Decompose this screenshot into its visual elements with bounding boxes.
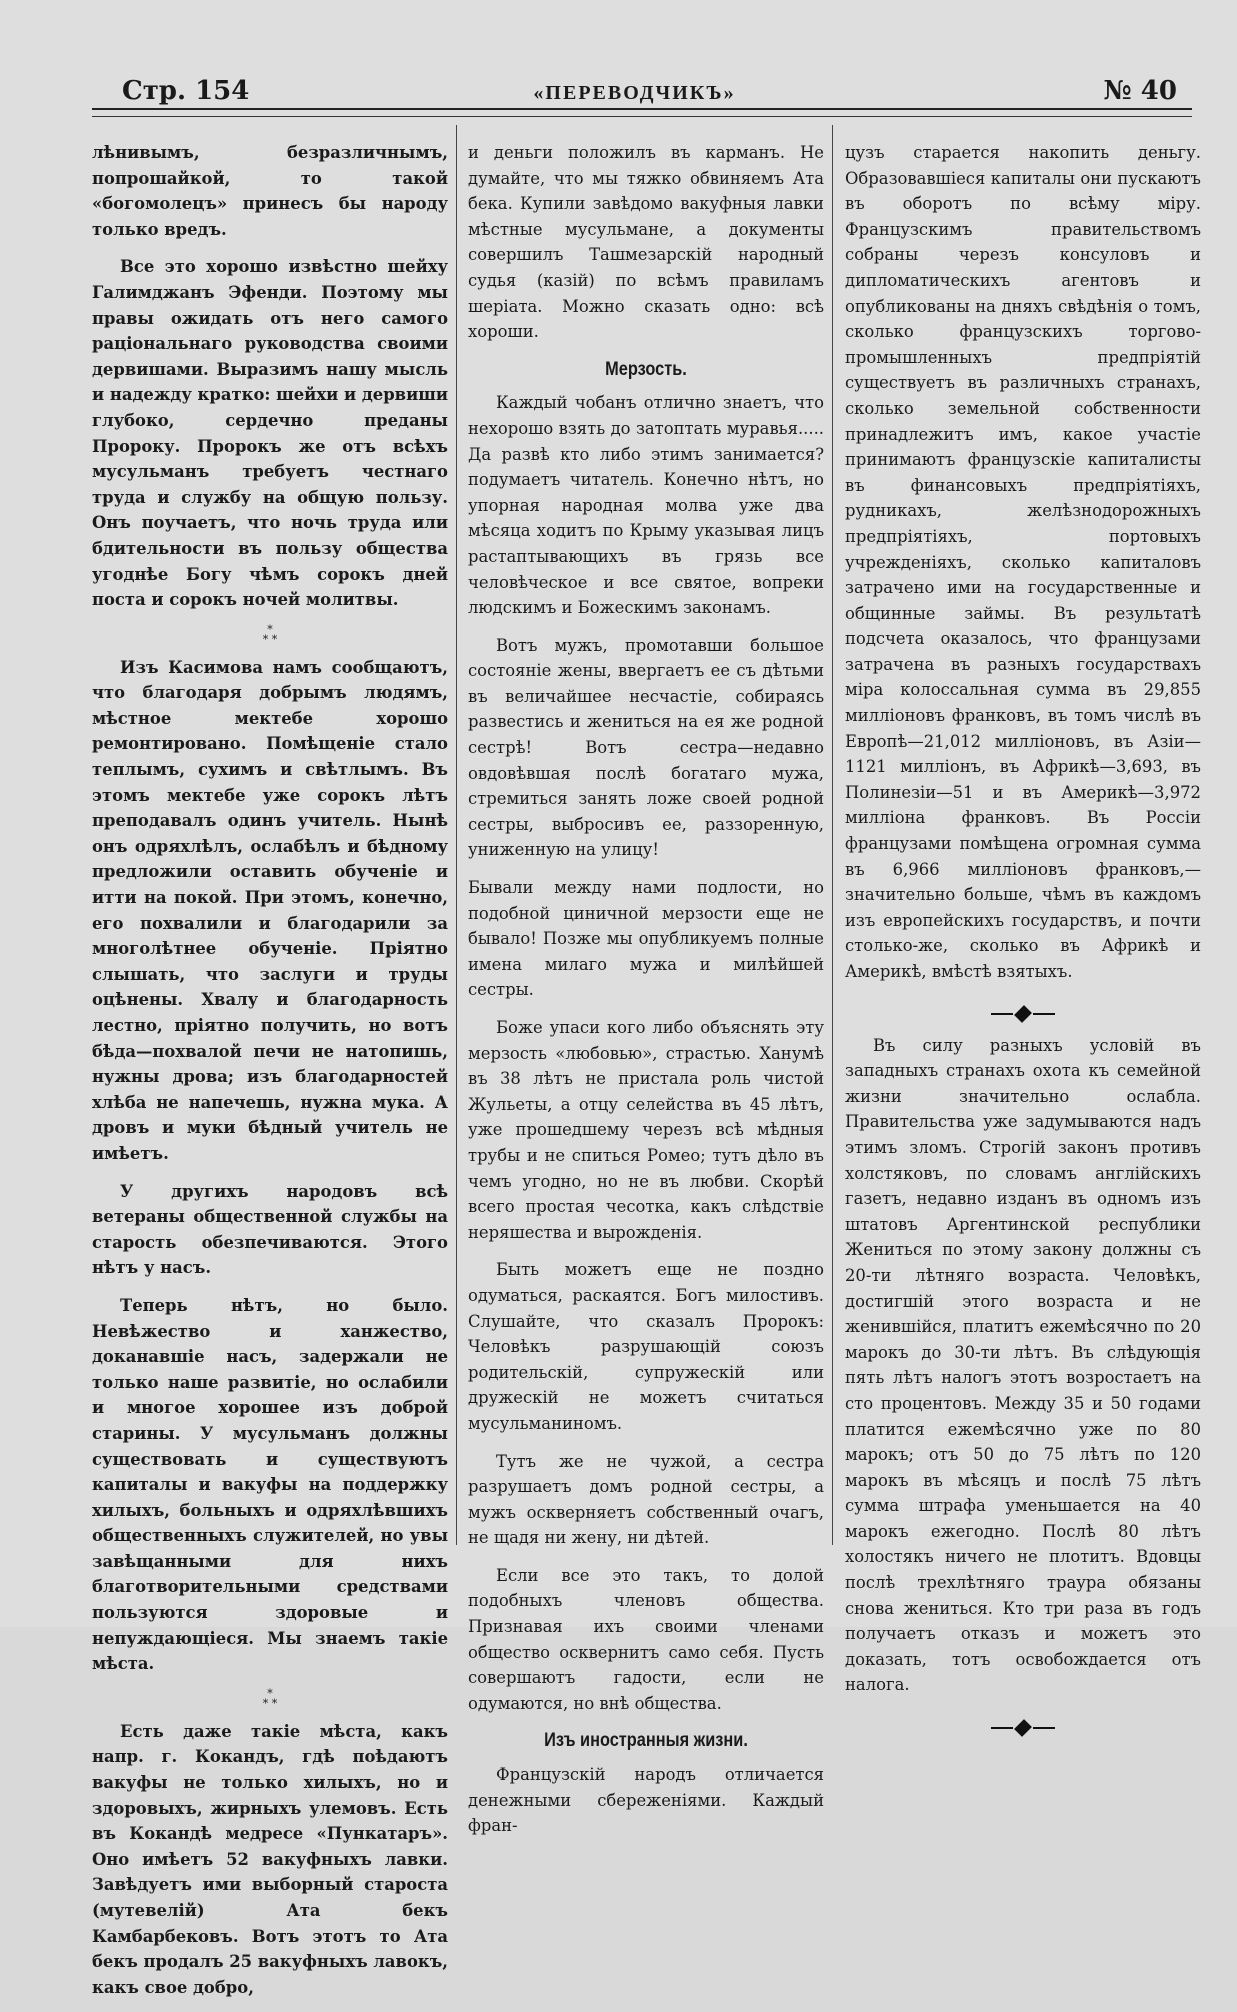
column-divider bbox=[456, 125, 457, 1545]
diamond-icon bbox=[1014, 1005, 1032, 1023]
column-2 bbox=[468, 140, 824, 1851]
ornament-divider bbox=[845, 1001, 1201, 1015]
newspaper-title: «ПЕРЕВОДЧИКЪ» bbox=[533, 82, 736, 104]
header-rule-thin bbox=[92, 116, 1192, 117]
paragraph: лѣнивымъ, безразличнымъ, попрошайкой, то такой «богомолецъ» принесъ бы народу только вредъ. bbox=[92, 143, 448, 239]
page-number: Стр. 154 bbox=[122, 76, 250, 106]
paragraph: У другихъ народовъ всѣ ветераны общественной службы на старость обезпечиваются. Этого нѣтъ у насъ. bbox=[92, 1181, 448, 1278]
paragraph: Французскій народъ отличается денежными сбереженіями. Каждый фран- bbox=[468, 1765, 824, 1836]
paragraph: Изъ Касимова намъ сообщаютъ, что благодаря добрымъ людямъ, мѣстное мектебе хорошо ремонтировано. Помѣщеніе стало теплымъ, сухимъ и свѣтлымъ. Въ этомъ мектебе уже сорокъ лѣтъ преподавалъ одинъ учитель. Нынѣ онъ одряхлѣлъ, ослабѣлъ и бѣдному предложили оставить обученіе и итти на покой. При этомъ, конечно, его похвалили и благодарили за многолѣтнее обученіе. Пріятно слышать, что заслуги и труды оцѣнены. Хвалу и благодарность лестно, пріятно получить, но вотъ бѣда—похвалой печи не натопишь, нужны дрова; изъ благодарностей хлѣба не напечешь, нужна мука. А дровъ и муки бѣдный учитель не имѣетъ. bbox=[92, 657, 448, 1163]
paragraph: Каждый чобанъ отлично знаетъ, что нехорошо взять до затоптать муравья..... Да развѣ кто либо этимъ занимается? подумаетъ читатель. Конечно нѣтъ, но упорная народная молва уже два мѣсяца ходитъ по Крыму указывая лицъ растаптывающихъ въ грязь все человѣческое и все святое, вопреки людскимъ и Божескимъ законамъ. bbox=[468, 393, 824, 618]
header-rule-thick bbox=[92, 108, 1192, 110]
paragraph: Теперь нѣтъ, но было. Невѣжество и ханжество, доканавшіе насъ, задержали не только наше развитіе, но ослабили и многое хорошее изъ доброй старины. У мусульманъ должны существовать и существуютъ капиталы и вакуфы на поддержку хилыхъ, больныхъ и одряхлѣвшихъ общественныхъ служителей, но увы завѣщанными для нихъ благотворительными средствами пользуются здоровые и непуждающіеся. Мы знаемъ такіе мѣста. bbox=[92, 1295, 448, 1674]
paragraph: и деньги положилъ въ карманъ. Не думайте, что мы тяжко обвиняемъ Ата бека. Купили завѣдомо вакуфныя лавки мѣстные мусульмане, а документы совершилъ Ташмезарскій народный судья (казій) по всѣмъ правиламъ шеріата. Можно сказать одно: всѣ хороши. bbox=[468, 143, 824, 342]
paragraph: Боже упаси кого либо объяснять эту мерзость «любовью», страстью. Ханумѣ въ 38 лѣтъ не пристала роль чистой Жульеты, а отцу селейства въ 45 лѣтъ, уже прошедшему черезъ всѣ мѣдныя трубы и не спиться Ромео; тутъ дѣло въ чемъ угодно, но не въ любви. Скорѣй всего простая чесотка, какъ слѣдствіе неряшества и вырожденія. bbox=[468, 1018, 824, 1242]
article-heading: Мерзость. bbox=[605, 358, 687, 380]
paragraph: Въ силу разныхъ условій въ западныхъ странахъ охота къ семейной жизни значительно ослабла. Правительства уже задумываются надъ этимъ зломъ. Строгій законъ противъ холстяковъ, по словамъ англійскихъ газетъ, недавно изданъ въ одномъ изъ штатовъ Аргентинской республики Жениться по этому закону должны съ 20-ти лѣтняго возраста. Человѣкъ, достигшій этого возраста и не женившійся, платитъ ежемѣсячно по 20 марокъ до 30-ти лѣтъ. Въ слѣдующія пять лѣтъ налогъ этотъ возростаетъ на сто процентовъ. Между 35 и 50 годами платится ежемѣсячно уже по 80 марокъ; отъ 50 до 75 лѣтъ по 120 марокъ въ мѣсяцъ и послѣ 75 лѣтъ сумма штрафа уменьшается на 40 марокъ ежегодно. Послѣ 80 лѣтъ холостякъ ничего не плотитъ. Вдовцы послѣ трехлѣтняго траура обязаны снова жениться. Кто три раза въ годъ получаетъ отказъ и можетъ это доказать, тотъ освобождается отъ налога. bbox=[845, 1035, 1201, 1695]
paragraph: Все это хорошо извѣстно шейху Галимджанъ Эфенди. Поэтому мы правы ожидать отъ него самого раціональнаго руководства своими дервишами. Выразимъ нашу мысль и надежду кратко: шейхи и дервиши глубоко, сердечно преданы Пророку. Пророкъ же отъ всѣхъ мусульманъ требуетъ честнаго труда и службу на общую пользу. Онъ поучаетъ, что ночь труда или бдительности въ пользу общества угоднѣе Богу чѣмъ сорокъ дней поста и сорокъ ночей молитвы. bbox=[92, 257, 448, 610]
column-divider bbox=[832, 125, 833, 1545]
section-separator-stars: * * * bbox=[262, 622, 278, 646]
page-header bbox=[92, 72, 1177, 112]
ornament-divider bbox=[845, 1714, 1201, 1728]
article-heading: Изъ иностранныя жизни. bbox=[544, 1730, 748, 1752]
issue-number: № 40 bbox=[1103, 76, 1177, 106]
column-3 bbox=[845, 140, 1201, 1746]
paragraph: Есть даже такіе мѣста, какъ напр. г. Кокандъ, гдѣ поѣдаютъ вакуфы не только хилыхъ, но и здоровыхъ, жирныхъ улемовъ. Есть въ Кокандѣ медресе «Пункатаръ». Оно имѣетъ 52 вакуфныхъ лавки. Завѣдуетъ ими выборный староста (мутевелій) Ата бекъ Камбарбековъ. Вотъ этотъ то Ата бекъ продалъ 25 вакуфныхъ лавокъ, какъ свое добро, bbox=[92, 1721, 448, 1997]
paragraph: цузъ старается накопить деньгу. Образовавшіеся капиталы они пускаютъ въ оборотъ по всѣму міру. Французскимъ правительствомъ собраны черезъ консуловъ и дипломатическихъ агентовъ и опубликованы на дняхъ свѣдѣнія о томъ, сколько французскихъ торгово-промышленныхъ предпріятій существуетъ въ различныхъ странахъ, сколько земельной собственности принадлежитъ имъ, какое участіе принимаютъ французскіе капиталисты въ финансовыхъ предпріятіяхъ, рудникахъ, желѣзнодорожныхъ предпріятіяхъ, портовыхъ учрежденіяхъ, сколько капиталовъ затрачено ими на государственные и общинные займы. Въ результатѣ подсчета оказалось, что французами затрачена въ разныхъ государствахъ міра колоссальная сумма въ 29,855 милліоновъ франковъ, въ томъ числѣ въ Европѣ—21,012 милліоновъ, въ Азіи—1121 милліонъ, въ Африкѣ—3,693, въ Полинезіи—51 и въ Америкѣ—3,972 милліона франковъ. Въ Россіи французами помѣщена огромная сумма въ 6,966 милліоновъ франковъ,—значительно больше, чѣмъ въ каждомъ изъ европейскихъ государствъ, и почти столько-же, сколько въ Африкѣ и Америкѣ, вмѣстѣ взятыхъ. bbox=[845, 143, 1201, 981]
paragraph: Тутъ же не чужой, а сестра разрушаетъ домъ родной сестры, а мужъ оскверняетъ собственный очагъ, не щадя ни жену, ни дѣтей. bbox=[468, 1451, 824, 1548]
paragraph: Вотъ мужъ, промотавши большое состояніе жены, ввергаетъ ее съ дѣтьми въ величайшее несчастіе, собираясь развестись и жениться на ея же родной сестрѣ! Вотъ сестра—недавно овдовѣвшая послѣ богатаго мужа, стремиться занять ложе своей родной сестры, выбросивъ ее, раззоренную, униженную на улицу! bbox=[468, 635, 824, 860]
paragraph: Быть можетъ еще не поздно одуматься, раскаятся. Богъ милостивъ. Слушайте, что сказалъ Пророкъ: Человѣкъ разрушающій союзъ родительскій, супружескій или дружескій не можетъ считаться мусульманиномъ. bbox=[468, 1260, 824, 1433]
diamond-icon bbox=[1014, 1719, 1032, 1737]
paragraph: Если все это такъ, то долой подобныхъ членовъ общества. Признавая ихъ своими членами общество осквернитъ само себя. Пусть совершаютъ гадости, если не одумаются, но внѣ общества. bbox=[468, 1565, 824, 1713]
section-separator-stars: * * * bbox=[262, 1686, 278, 1710]
column-1 bbox=[92, 140, 448, 2012]
paragraph: Бывали между нами подлости, но подобной циничной мерзости еще не бывало! Позже мы опубликуемъ полные имена милаго мужа и милѣйшей сестры. bbox=[468, 878, 824, 1000]
